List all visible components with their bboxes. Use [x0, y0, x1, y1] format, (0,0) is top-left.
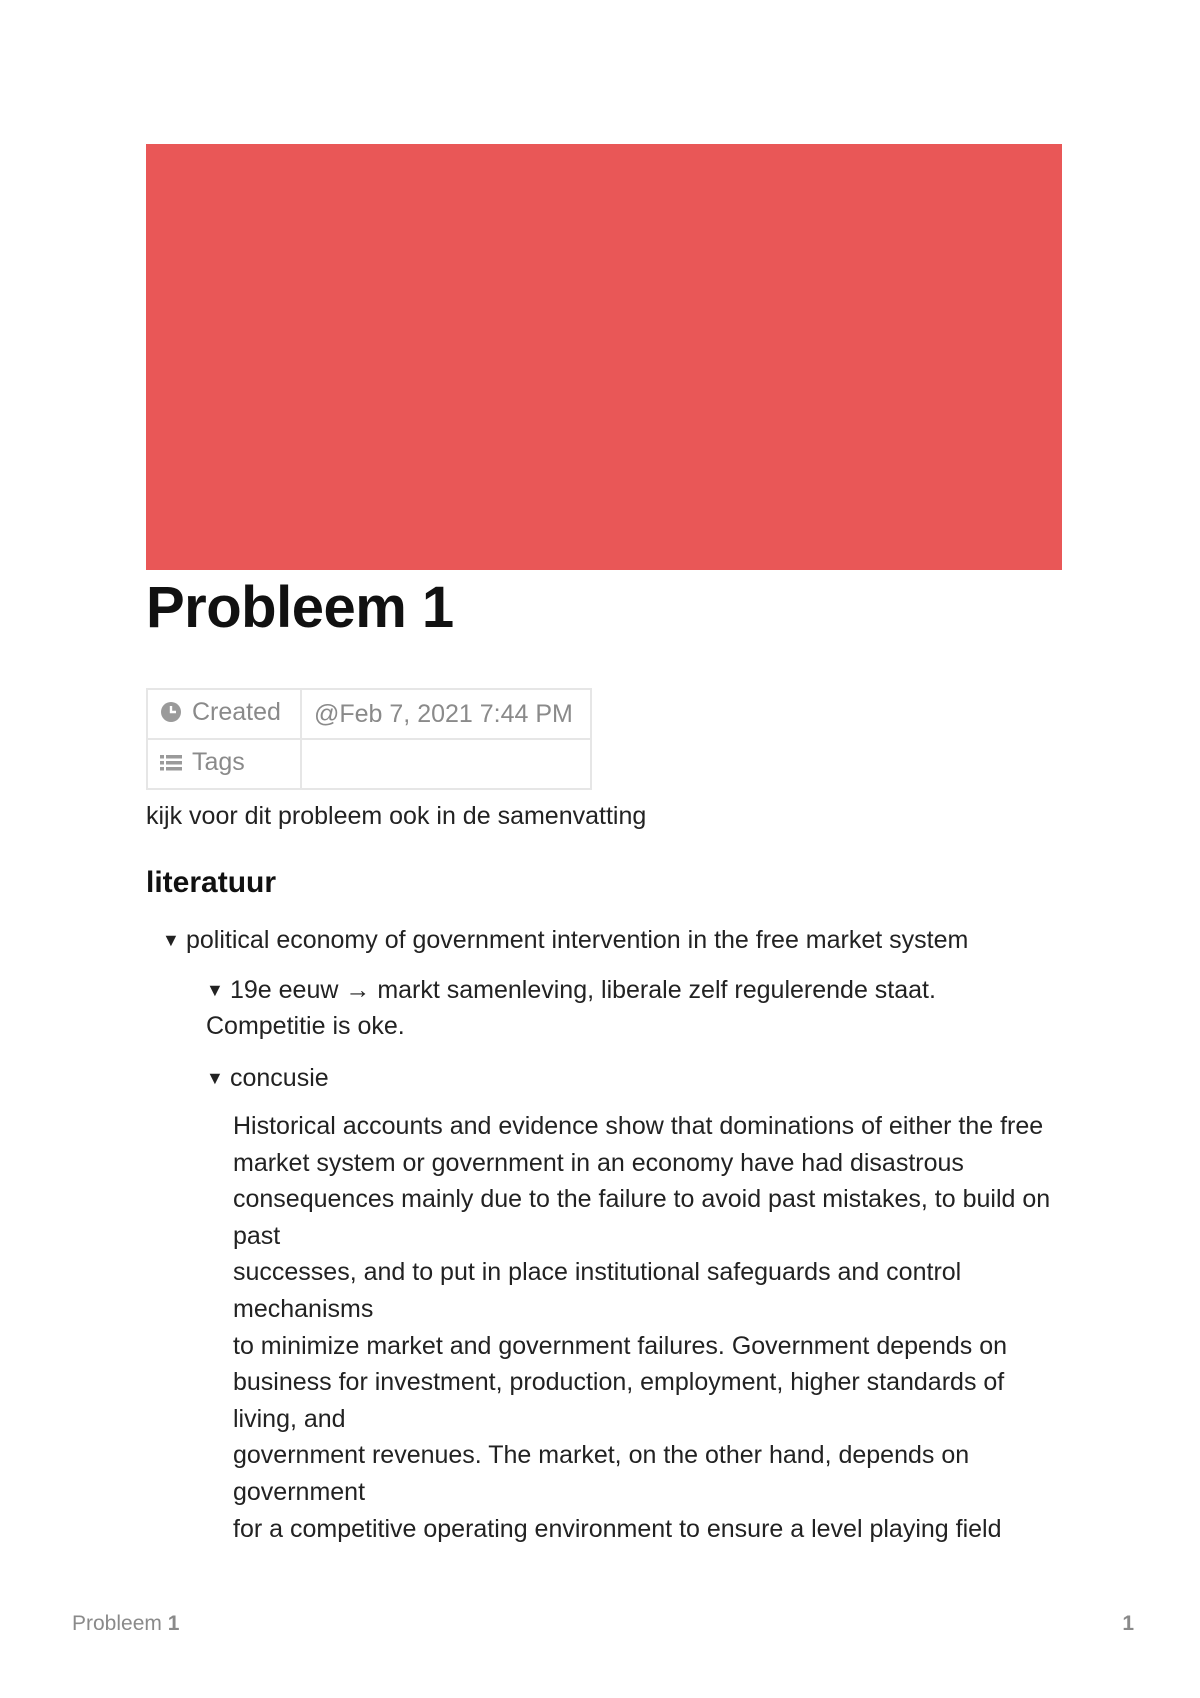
property-value[interactable]: @Feb 7, 2021 7:44 PM: [301, 689, 591, 739]
footer-doc-title: [72, 1612, 179, 1636]
cover-image: [146, 144, 1062, 570]
page-number: 1: [1122, 1612, 1134, 1635]
page-title: Probleem 1: [146, 575, 454, 640]
text-line: to minimize market and government failures. Government depends on business for investment, production, employment, higher standards of living, and: [233, 1331, 1007, 1433]
section-heading: literatuur: [146, 866, 277, 899]
text-line: successes, and to put in place institutional safeguards and control mechanisms: [233, 1258, 962, 1323]
intro-paragraph: kijk voor dit probleem ook in de samenvatting: [146, 802, 647, 830]
toggle-label: political economy of government intervention in the free market system: [186, 926, 969, 954]
property-key-label: Tags: [192, 748, 245, 776]
toggle-triangle-icon[interactable]: ▼: [206, 980, 224, 1000]
toggle-concusie[interactable]: [206, 1060, 329, 1096]
property-key: [147, 689, 301, 739]
conclusion-text: [233, 1108, 1063, 1547]
toggle-triangle-icon[interactable]: ▼: [206, 1068, 224, 1088]
toggle-political-economy[interactable]: [162, 922, 968, 958]
text-line: for a competitive operating environment to ensure a level playing field: [233, 1514, 1002, 1543]
clock-icon: [160, 701, 182, 730]
list-icon: [160, 751, 182, 780]
property-key-label: Created: [192, 698, 281, 726]
property-row-tags: [147, 739, 591, 789]
property-value[interactable]: [301, 739, 591, 789]
footer-doc-number: 1: [167, 1612, 180, 1635]
properties-table: [146, 688, 592, 790]
property-key: [147, 739, 301, 789]
text-line: Historical accounts and evidence show that dominations of either the free market system or government in an economy have had disastrous consequences mainly due to the failure to avoid past mistakes, to build on past: [233, 1112, 1051, 1250]
toggle-19e-eeuw[interactable]: [206, 972, 1026, 1044]
text-line: government revenues. The market, on the other hand, depends on government: [233, 1441, 970, 1506]
footer-doc-name: Probleem: [72, 1612, 162, 1635]
toggle-label: concusie: [230, 1064, 329, 1092]
toggle-label: 19e eeuw → markt samenleving, liberale zelf regulerende staat. Competitie is oke.: [206, 976, 936, 1040]
property-row-created: [147, 689, 591, 739]
toggle-triangle-icon[interactable]: ▼: [162, 930, 180, 950]
